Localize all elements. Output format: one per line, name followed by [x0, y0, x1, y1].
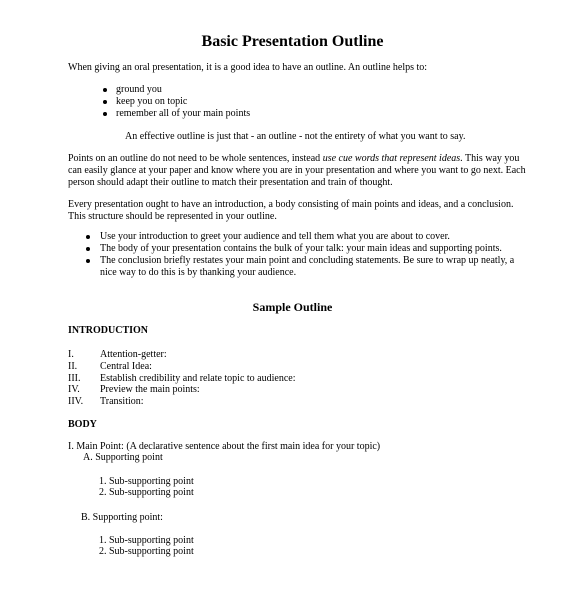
- bullet-dot: [86, 247, 90, 251]
- bullet-dot: [103, 100, 107, 104]
- outline-item: Establish credibility and relate topic to audience:: [100, 373, 296, 384]
- list-item: ground you: [116, 84, 162, 95]
- list-item: The body of your presentation contains the bulk of your talk: your main ideas and supporting points.: [100, 243, 502, 254]
- paragraph-line: Points on an outline do not need to be whole sentences, instead use cue words that represent ideas. This way you: [68, 153, 520, 164]
- paragraph-line: person should adapt their outline to match their presentation and train of thought.: [68, 177, 393, 188]
- introduction-heading: INTRODUCTION: [68, 325, 149, 336]
- roman-numeral: I.: [68, 349, 74, 360]
- sub-supporting-point: 1. Sub-supporting point: [99, 535, 194, 546]
- outline-item: Preview the main points:: [100, 384, 200, 395]
- body-heading: BODY: [68, 419, 97, 430]
- sub-supporting-point: 1. Sub-supporting point: [99, 476, 194, 487]
- roman-numeral: IV.: [68, 384, 80, 395]
- outline-item: Attention-getter:: [100, 349, 167, 360]
- page-title: Basic Presentation Outline: [201, 33, 384, 50]
- bullet-dot: [86, 235, 90, 239]
- paragraph-line: Every presentation ought to have an introduction, a body consisting of main points and ideas, and a conclusion.: [68, 199, 514, 210]
- effective-outline-line: An effective outline is just that - an outline - not the entirety of what you want to say.: [125, 131, 466, 142]
- bullet-dot: [103, 88, 107, 92]
- supporting-point: A. Supporting point: [83, 452, 163, 463]
- sample-outline-title: Sample Outline: [252, 300, 333, 314]
- supporting-point: B. Supporting point:: [81, 512, 163, 523]
- roman-numeral: III.: [68, 373, 81, 384]
- paragraph-line: can easily glance at your paper and know where you are in your presentation and where you want to go next. Each: [68, 165, 526, 176]
- list-item: keep you on topic: [116, 96, 188, 107]
- bullet-dot: [86, 259, 90, 263]
- list-item-continuation: nice way to do this is by thanking your audience.: [100, 267, 297, 278]
- outline-item: Transition:: [100, 396, 144, 407]
- intro-line: When giving an oral presentation, it is a good idea to have an outline. An outline helps to:: [68, 62, 428, 73]
- sub-supporting-point: 2. Sub-supporting point: [99, 546, 194, 557]
- bullet-dot: [103, 112, 107, 116]
- sub-supporting-point: 2. Sub-supporting point: [99, 487, 194, 498]
- paragraph-line: This structure should be represented in your outline.: [68, 211, 277, 222]
- list-item: Use your introduction to greet your audience and tell them what you are about to cover.: [100, 231, 450, 242]
- list-item: remember all of your main points: [116, 108, 251, 119]
- outline-item: Central Idea:: [100, 361, 152, 372]
- roman-numeral: IIV.: [68, 396, 84, 407]
- roman-numeral: II.: [68, 361, 78, 372]
- main-point: I. Main Point: (A declarative sentence about the first main idea for your topic): [68, 441, 381, 452]
- list-item: The conclusion briefly restates your main point and concluding statements. Be sure to wrap up neatly, a: [100, 255, 515, 266]
